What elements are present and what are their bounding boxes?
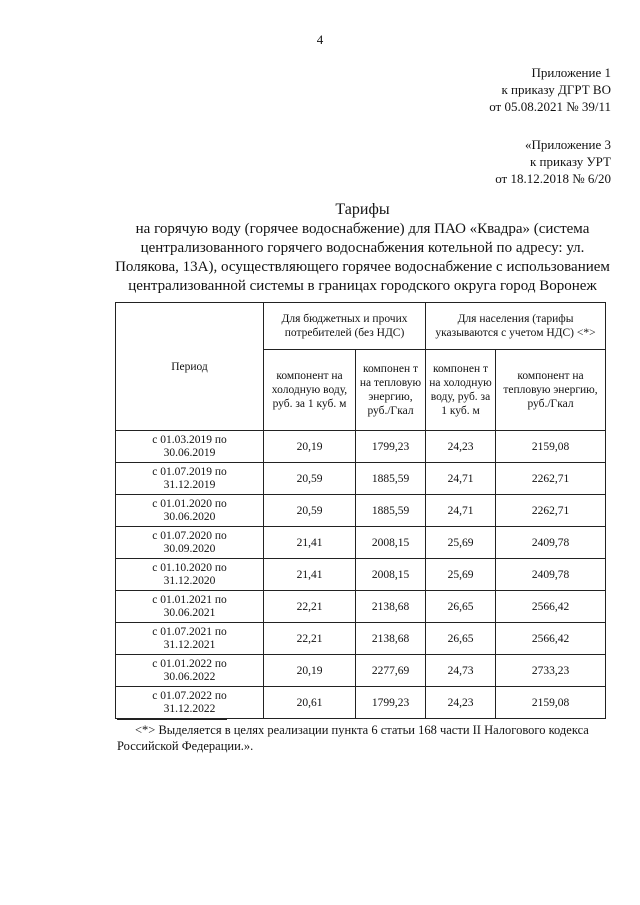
annex-1-line-2: к приказу ДГРТ ВО [501, 82, 611, 97]
heat-budget-cell: 2008,15 [356, 559, 426, 591]
period-start: с 01.01.2022 по [152, 657, 227, 670]
annex-1-reference [489, 64, 611, 115]
heat-budget-cell: 1885,59 [356, 463, 426, 495]
heat-budget-cell: 1799,23 [356, 687, 426, 719]
period-end: 31.12.2021 [163, 638, 216, 651]
cold-budget-cell: 20,19 [264, 655, 356, 687]
period-cell [116, 495, 264, 527]
cold-budget-cell: 22,21 [264, 591, 356, 623]
period-end: 30.06.2020 [163, 510, 216, 523]
annex-1-line-1: Приложение 1 [531, 65, 611, 80]
heat-population-cell: 2566,42 [496, 623, 606, 655]
cold-budget-cell: 20,59 [264, 463, 356, 495]
page-number: 4 [316, 32, 324, 47]
cold-population-cell: 24,71 [426, 495, 496, 527]
annex-3-line-3: от 18.12.2018 № 6/20 [495, 171, 611, 186]
column-group-budget: Для бюджетных и прочих потребителей (без НДС) [264, 303, 426, 350]
title-line-1: на горячую воду (горячее водоснабжение) для ПАО «Квадра» (система [135, 221, 590, 237]
title-line-3: Полякова, 13А), осуществляющего горячее водоснабжение с использованием [115, 259, 610, 275]
heat-budget-cell: 1799,23 [356, 431, 426, 463]
period-start: с 01.10.2020 по [152, 561, 227, 574]
heat-population-cell: 2159,08 [496, 431, 606, 463]
column-header-period: Период [116, 303, 264, 431]
period-start: с 01.01.2020 по [152, 497, 227, 510]
heat-budget-cell: 2008,15 [356, 527, 426, 559]
cold-population-cell: 25,69 [426, 559, 496, 591]
cold-budget-cell: 21,41 [264, 527, 356, 559]
cold-budget-cell: 21,41 [264, 559, 356, 591]
period-start: с 01.01.2021 по [152, 593, 227, 606]
cold-population-cell: 26,65 [426, 623, 496, 655]
column-group-population: Для населения (тарифы указываются с учетом НДС) <*> [426, 303, 606, 350]
period-end: 31.12.2019 [163, 478, 216, 491]
period-start: с 01.07.2022 по [152, 689, 227, 702]
cold-population-cell: 24,73 [426, 655, 496, 687]
table-row [116, 655, 606, 687]
heat-budget-cell: 2277,69 [356, 655, 426, 687]
column-header-cold-population: компонен т на холодную воду, руб. за 1 куб. м [426, 350, 496, 431]
cold-population-cell: 26,65 [426, 591, 496, 623]
period-start: с 01.07.2019 по [152, 465, 227, 478]
cold-population-cell: 25,69 [426, 527, 496, 559]
heat-budget-cell: 2138,68 [356, 623, 426, 655]
cold-population-cell: 24,23 [426, 431, 496, 463]
heat-budget-cell: 2138,68 [356, 591, 426, 623]
column-header-heat-population: компонент на тепловую энергию, руб./Гкал [496, 350, 606, 431]
heat-population-cell: 2262,71 [496, 463, 606, 495]
table-row [116, 527, 606, 559]
table-header-row [116, 303, 606, 350]
table-row [116, 623, 606, 655]
table-row [116, 495, 606, 527]
period-end: 30.09.2020 [163, 542, 216, 555]
table-row [116, 431, 606, 463]
heat-population-cell: 2409,78 [496, 559, 606, 591]
title-heading: Тарифы [335, 201, 390, 218]
cold-population-cell: 24,71 [426, 463, 496, 495]
period-start: с 01.07.2020 по [152, 529, 227, 542]
period-cell [116, 655, 264, 687]
footnote: <*> Выделяется в целях реализации пункта 6 статьи 168 части II Налогового кодекса Российской Федерации.». [117, 723, 589, 753]
period-cell [116, 591, 264, 623]
period-end: 31.12.2020 [163, 574, 216, 587]
heat-population-cell: 2566,42 [496, 591, 606, 623]
period-end: 30.06.2021 [163, 606, 216, 619]
period-end: 31.12.2022 [163, 702, 216, 715]
heat-population-cell: 2733,23 [496, 655, 606, 687]
cold-budget-cell: 20,19 [264, 431, 356, 463]
title-line-4: централизованной системы в границах городского округа город Воронеж [128, 278, 597, 294]
cold-budget-cell: 20,61 [264, 687, 356, 719]
table-row [116, 687, 606, 719]
heat-population-cell: 2409,78 [496, 527, 606, 559]
annex-3-line-1: «Приложение 3 [524, 137, 611, 152]
table-row [116, 591, 606, 623]
heat-population-cell: 2159,08 [496, 687, 606, 719]
period-end: 30.06.2019 [163, 446, 216, 459]
tariffs-table [115, 302, 606, 719]
title-line-2: централизованного горячего водоснабжения котельной по адресу: ул. [140, 240, 585, 256]
cold-population-cell: 24,23 [426, 687, 496, 719]
heat-budget-cell: 1885,59 [356, 495, 426, 527]
period-start: с 01.07.2021 по [152, 625, 227, 638]
period-cell [116, 623, 264, 655]
cold-budget-cell: 20,59 [264, 495, 356, 527]
annex-3-reference [495, 136, 611, 187]
annex-1-line-3: от 05.08.2021 № 39/11 [489, 99, 611, 114]
table-row [116, 463, 606, 495]
document-title [100, 200, 625, 296]
table-row [116, 559, 606, 591]
period-end: 30.06.2022 [163, 670, 216, 683]
annex-3-line-2: к приказу УРТ [529, 154, 611, 169]
footnote-separator [117, 719, 227, 720]
column-header-heat-budget: компонен т на тепловую энергию, руб./Гкал [356, 350, 426, 431]
column-header-cold-budget: компонент на холодную воду, руб. за 1 куб. м [264, 350, 356, 431]
period-start: с 01.03.2019 по [152, 433, 227, 446]
period-cell [116, 431, 264, 463]
period-cell [116, 527, 264, 559]
heat-population-cell: 2262,71 [496, 495, 606, 527]
period-cell [116, 687, 264, 719]
cold-budget-cell: 22,21 [264, 623, 356, 655]
period-cell [116, 463, 264, 495]
period-cell [116, 559, 264, 591]
